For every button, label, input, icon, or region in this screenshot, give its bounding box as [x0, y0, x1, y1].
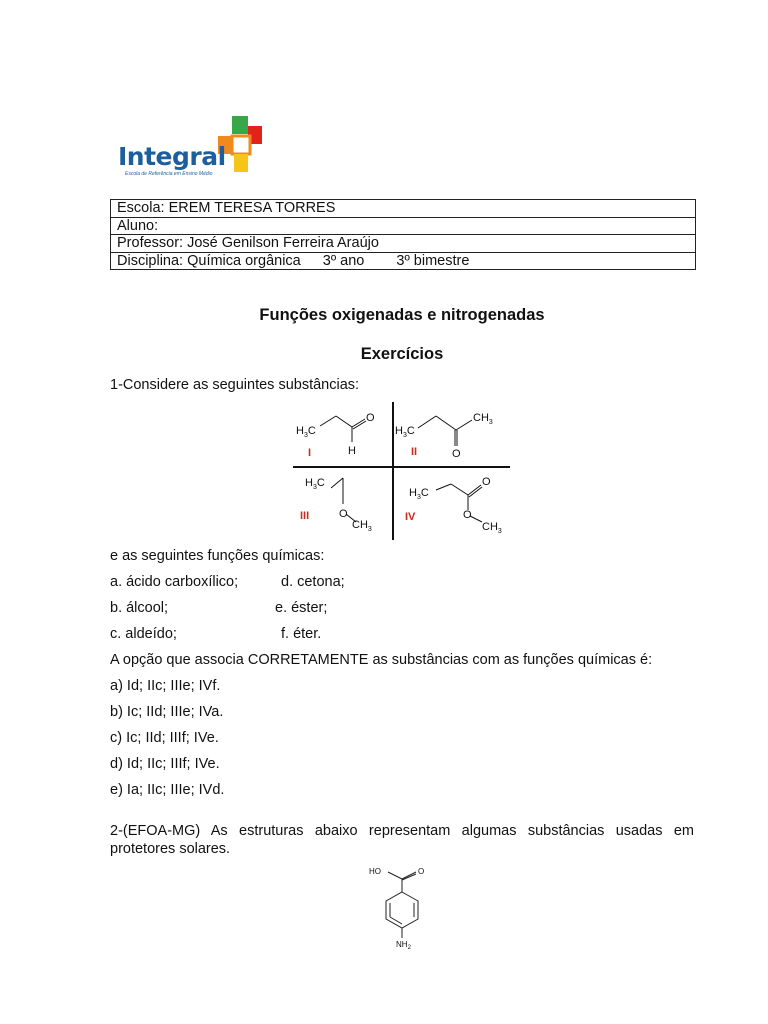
logo-tagline: Escola de Referência em Ensino Médio	[125, 171, 213, 177]
nh2-label: NH	[396, 940, 408, 949]
teacher-cell: Professor: José Genilson Ferreira Araújo	[111, 235, 696, 253]
ho-label: HO	[369, 867, 381, 876]
option-e: e) Ia; IIc; IIIe; IVd.	[110, 782, 225, 798]
o-label-iv-carbonyl: O	[482, 476, 491, 488]
label-iv: IV	[405, 511, 416, 523]
svg-text:H3C: $H_3C$	[296, 425, 316, 439]
h-label-i: H	[348, 445, 356, 457]
o-label-iv-ester: O	[463, 509, 472, 521]
ch3-label-iv: CH	[482, 521, 498, 533]
option-a: a) Id; IIc; IIIe; IVf.	[110, 678, 221, 694]
school-logo	[111, 102, 262, 186]
o-label-ii: O	[452, 448, 461, 460]
ch3-label-ii: CH	[473, 412, 489, 424]
o-label-i: O	[366, 412, 375, 424]
discipline-cell	[111, 252, 696, 270]
o-label-iii: O	[339, 508, 348, 520]
svg-text:H3C: $H_3C$	[395, 425, 415, 439]
term-label: 3º bimestre	[396, 252, 470, 269]
q2-structure-figure	[366, 862, 438, 954]
label-i: I	[308, 447, 312, 459]
svg-text:NH2: $NH_2$	[396, 940, 411, 951]
q1-structures-figure	[288, 400, 514, 542]
discipline-label: Disciplina: Química orgânica	[117, 252, 301, 269]
h3c-label-ii: H	[395, 425, 403, 437]
svg-text:H3C: $H_3C$	[305, 477, 325, 491]
h3c-label-i: H	[296, 425, 304, 437]
option-d: d) Id; IIc; IIIf; IVe.	[110, 756, 220, 772]
page-title: Funções oxigenadas e nitrogenadas	[259, 306, 545, 324]
function-e: e. éster;	[275, 600, 328, 616]
question-1-prompt: 1-Considere as seguintes substâncias:	[110, 377, 360, 393]
year-label: 3º ano	[322, 252, 365, 269]
function-a: a. ácido carboxílico;	[110, 574, 239, 590]
label-iii: III	[300, 510, 310, 522]
h3c-label-iii: H	[305, 477, 313, 489]
svg-text:CH3: $CH_3$	[473, 412, 493, 426]
option-c: c) Ic; IId; IIIf; IVe.	[110, 730, 219, 746]
h3c-label-iv: H	[409, 487, 417, 499]
svg-text:CH3: $CH_3$	[352, 519, 372, 533]
svg-text:H3C: $H_3C$	[409, 487, 429, 501]
page-subtitle: Exercícios	[360, 345, 444, 363]
school-cell: Escola: EREM TERESA TORRES	[111, 200, 696, 218]
svg-text:CH3: $CH_3$	[482, 521, 502, 535]
ch3-label-iii: CH	[352, 519, 368, 531]
function-d: d. cetona;	[281, 574, 345, 590]
question-2-prompt: 2-(EFOA-MG) As estruturas abaixo representam algumas substâncias usadas em protetores solares.	[110, 823, 694, 857]
student-cell: Aluno:	[111, 217, 696, 235]
label-ii: II	[411, 446, 418, 458]
question-1-statement: A opção que associa CORRETAMENTE as substâncias com as funções químicas é:	[110, 652, 653, 668]
o-label-q2: O	[418, 867, 425, 876]
function-f: f. éter.	[281, 626, 322, 642]
header-info-table	[110, 199, 696, 270]
function-c: c. aldeído;	[110, 626, 177, 642]
function-b: b. álcool;	[110, 600, 169, 616]
functions-intro: e as seguintes funções químicas:	[110, 548, 325, 564]
logo-wordmark: Integral	[118, 142, 226, 171]
option-b: b) Ic; IId; IIIe; IVa.	[110, 704, 224, 720]
